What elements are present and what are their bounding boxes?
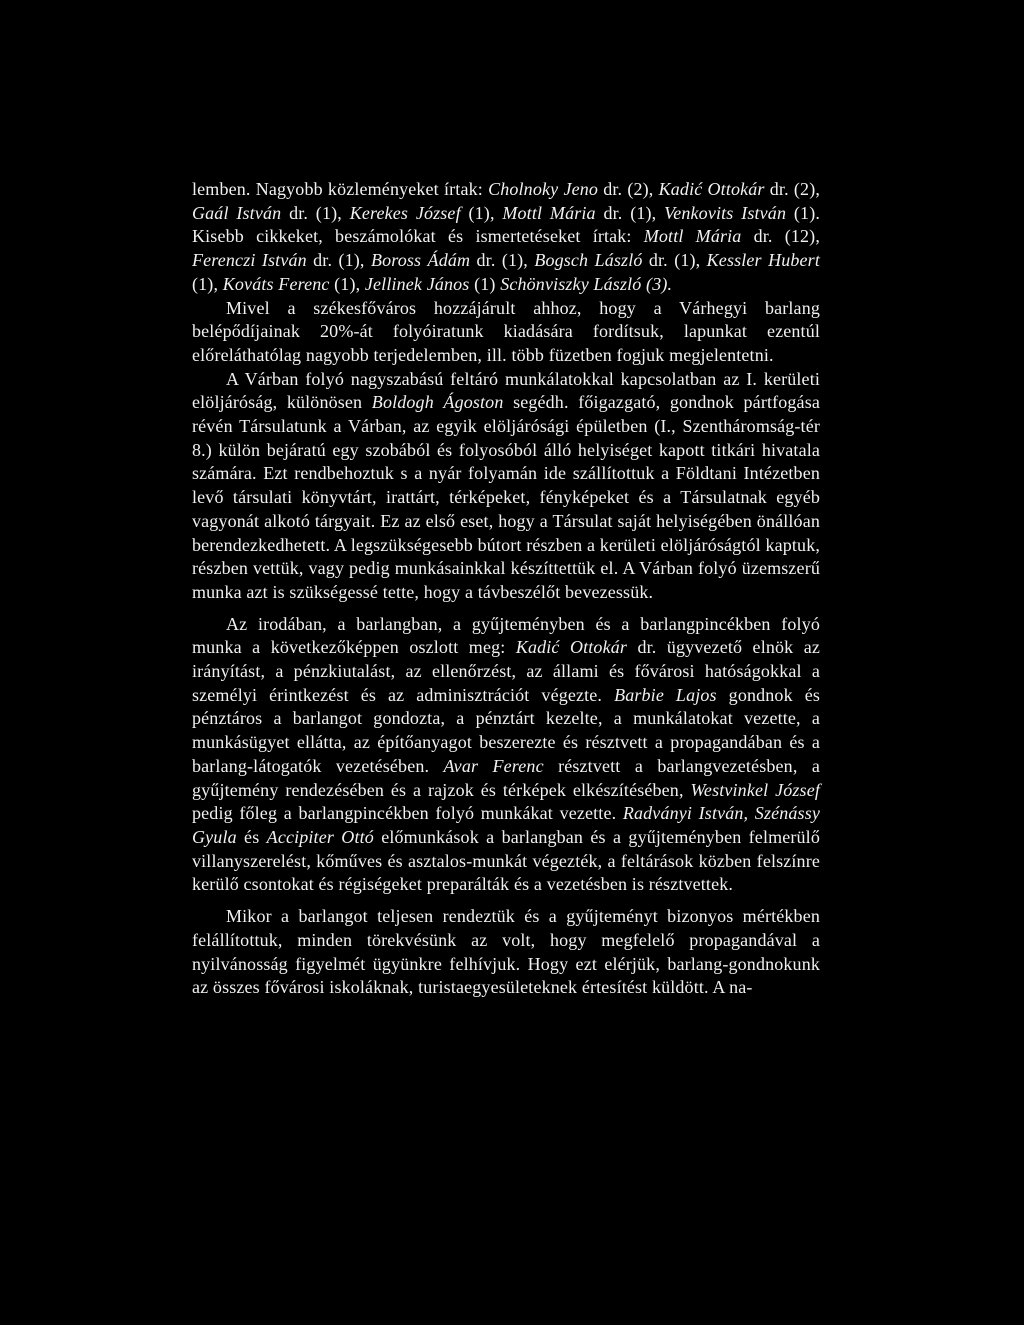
person-name: Accipiter Ottó (266, 826, 374, 847)
paragraph-text: (1). Kisebb cikkeket, beszámolókat és ismertetéseket írtak: (192, 202, 820, 247)
person-name: Barbie Lajos (614, 684, 717, 705)
paragraph-text: gondnok és pénztáros a barlangot gondozta, a pénztárt kezelte, a munkálatokat vezette, a munkásügyet ellátta, az építőanyagot beszerezte és résztvett a propagandában és a barlang-látogatók vezetésében. (192, 684, 820, 776)
paragraph-text: dr. (12), (741, 226, 820, 247)
person-name: Jellinek János (364, 273, 470, 294)
paragraph-text: segédh. főigazgató, gondnok pártfogása révén Társulatunk a Várban, az egyik elöljárósági épületben (I., Szentháromság-tér 8.) külön bejáratú egy szobából és folyosóból álló helyiséget kapott titkári hivatala számára. Ezt rendbehoztuk s a nyár folyamán ide szállítottuk a Földtani Intézetben levő társulati könyvtárt, irattárt, térképeket, fényképeket és a Társulatnak egyéb vagyonát alkotó tárgyait. Ez az első eset, hogy a Társulat saját helyiségében önállóan berendezkedhetett. A legszükségesebb bútort részben a kerületi elöljáróságtól kaptuk, részben vettük, vagy pedig munkásainkkal készíttettük el. A Várban folyó üzemszerű munka azt is szükségessé tette, hogy a távbeszélőt bevezessük. (192, 392, 820, 602)
person-name: Westvinkel József (690, 779, 820, 800)
paragraph-text: Mivel a székesfőváros hozzájárult ahhoz, hogy a Várhegyi barlang belépődíjainak 20%-át folyóiratunk kiadására fordítsuk, lapunkat ezentúl előreláthatólag nagyobb terjedelemben, ill. több füzetben fogjuk megjelentetni. (192, 297, 820, 365)
person-name: Kerekes József (349, 202, 461, 223)
page-text-block (192, 178, 820, 1000)
paragraph (192, 368, 820, 605)
person-name: Venkovits István (664, 202, 787, 223)
person-name: Kadić Ottokár (515, 637, 628, 658)
person-name: Kováts Ferenc (222, 273, 330, 294)
person-name: Boross Ádám (370, 250, 471, 271)
paragraph-text: dr. ügyvezető elnök az irányítást, a pénzkiutalást, az ellenőrzést, az állami és fővárosi hatóságokkal a személyi érintkezést és az adminisztrációt végezte. (192, 637, 820, 705)
person-name: Cholnoky Jeno (488, 179, 599, 199)
paragraph-text: Az irodában, a barlangban, a gyűjteményben és a barlangpincékben folyó munka a következőképpen oszlott meg: (192, 613, 820, 658)
paragraph-text: (1), (329, 273, 365, 294)
person-name: Kadić Ottokár (658, 179, 765, 199)
person-name: Mottl Mária (643, 226, 742, 247)
paragraph-text: előmunkások a barlangban és a gyűjteményben felmerülő villanyszerelést, kőműves és asztalos-munkát végezték, a feltárások közben felszínre kerülő csontokat és régiségeket preparálták és a vezetésben is résztvettek. (192, 826, 820, 895)
paragraph-text: résztvett a barlangvezetésben, a gyűjtemény rendezésében és a rajzok és térképek elkészítésében, (192, 755, 820, 800)
paragraph-text: (1) (469, 273, 501, 294)
paragraph-text: dr. (1), (281, 202, 350, 223)
paragraph (192, 905, 820, 1000)
paragraph-text: (1), (192, 273, 223, 294)
paragraph-text: dr. (1), (470, 250, 535, 271)
person-name: Schönviszky László (3). (500, 273, 673, 294)
person-name: Kessler Hubert (706, 250, 820, 271)
paragraph-text: A Várban folyó nagyszabású feltáró munkálatokkal kapcsolatban az I. kerületi elöljáróság, különösen (192, 368, 820, 413)
paragraph (192, 297, 820, 368)
person-name: Avar Ferenc (443, 755, 544, 776)
paragraph-text: és (236, 826, 267, 847)
paragraph-text: dr. (1), (595, 202, 665, 223)
document-body (192, 178, 820, 1000)
person-name: Mottl Mária (502, 202, 596, 223)
person-name: Ferenczi István (192, 250, 307, 271)
paragraph-text: pedig főleg a barlangpincékben folyó munkákat vezette. (192, 803, 623, 824)
paragraph-text: Mikor a barlangot teljesen rendeztük és a gyűjteményt bizonyos mértékben felállítottuk, minden törekvésünk az volt, hogy megfelelő propagandával a nyilvánosság figyelmét ügyünkre felhívjuk. Hogy ezt elérjük, barlang-gondnokunk az összes fővárosi iskoláknak, turistaegyesületeknek értesítést küldött. A na- (192, 906, 820, 998)
paragraph-text: dr. (2), (764, 179, 820, 199)
paragraph-text: lemben. Nagyobb közleményeket írtak: (192, 179, 489, 199)
person-name: Gaál István (192, 202, 282, 223)
paragraph-text: dr. (1), (306, 250, 371, 271)
paragraph-text: dr. (1), (642, 250, 707, 271)
person-name: Radványi István, Szénássy Gyula (192, 803, 820, 847)
paragraph-text: dr. (2), (598, 179, 659, 199)
person-name: Bogsch László (534, 250, 643, 271)
person-name: Boldogh Ágoston (371, 392, 504, 413)
paragraph (192, 178, 820, 297)
paragraph-text: (1), (460, 202, 503, 223)
paragraph (192, 613, 820, 897)
